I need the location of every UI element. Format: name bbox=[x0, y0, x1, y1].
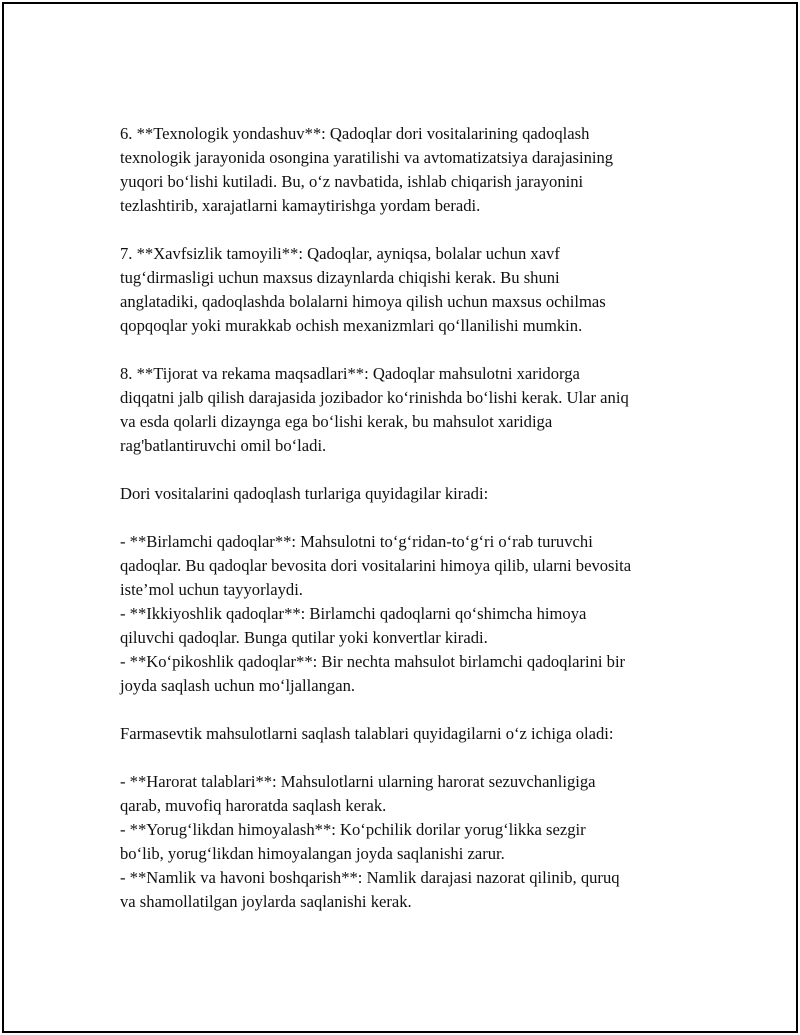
list-item-line: qiluvchi qadoqlar. Bunga qutilar yoki konvertlar kiradi. bbox=[120, 628, 488, 647]
list-item-line: qarab, muvofiq haroratda saqlash kerak. bbox=[120, 796, 387, 815]
text-line: Farmasevtik mahsulotlarni saqlash talablari quyidagilarni o‘z ichiga oladi: bbox=[120, 724, 614, 743]
text-line: 7. **Xavfsizlik tamoyili**: Qadoqlar, ayniqsa, bolalar uchun xavf bbox=[120, 244, 560, 263]
paragraph-gap bbox=[120, 698, 690, 722]
text-line: 8. **Tijorat va rekama maqsadlari**: Qadoqlar mahsulotni xaridorga bbox=[120, 364, 580, 383]
list-item-line: va shamollatilgan joylarda saqlanishi kerak. bbox=[120, 892, 412, 911]
text-line: anglatadiki, qadoqlashda bolalarni himoya qilish uchun maxsus ochilmas bbox=[120, 292, 606, 311]
text-line: rag'batlantiruvchi omil bo‘ladi. bbox=[120, 436, 327, 455]
paragraph-saqlash-talablari-intro bbox=[120, 722, 690, 746]
list-item-line: - **Ko‘pikoshlik qadoqlar**: Bir nechta mahsulot birlamchi qadoqlarini bir bbox=[120, 652, 626, 671]
list-item-line: iste’mol uchun tayyorlaydi. bbox=[120, 580, 303, 599]
text-line: yuqori bo‘lishi kutiladi. Bu, o‘z navbatida, ishlab chiqarish jarayonini bbox=[120, 172, 584, 191]
list-item-line: bo‘lib, yorug‘likdan himoyalangan joyda saqlanishi zarur. bbox=[120, 844, 505, 863]
paragraph-gap bbox=[120, 506, 690, 530]
document-page bbox=[2, 2, 798, 1033]
text-line: tezlashtirib, xarajatlarni kamaytirishga yordam beradi. bbox=[120, 196, 481, 215]
list-qadoqlash-turlari bbox=[120, 530, 690, 698]
list-item-line: - **Ikkiyoshlik qadoqlar**: Birlamchi qadoqlarni qo‘shimcha himoya bbox=[120, 604, 587, 623]
text-line: tug‘dirmasligi uchun maxsus dizaynlarda chiqishi kerak. Bu shuni bbox=[120, 268, 560, 287]
text-line: diqqatni jalb qilish darajasida jozibador ko‘rinishda bo‘lishi kerak. Ular aniq bbox=[120, 388, 629, 407]
paragraph-gap bbox=[120, 338, 690, 362]
document-body bbox=[120, 122, 690, 914]
paragraph-tijorat-va-rekama bbox=[120, 362, 690, 458]
list-item-line: - **Birlamchi qadoqlar**: Mahsulotni to‘g‘ridan-to‘g‘ri o‘rab turuvchi bbox=[120, 532, 593, 551]
paragraph-texnologik-yondashuv bbox=[120, 122, 690, 218]
text-line: texnologik jarayonida osongina yaratilishi va avtomatizatsiya darajasining bbox=[120, 148, 614, 167]
paragraph-gap bbox=[120, 458, 690, 482]
text-line: Dori vositalarini qadoqlash turlariga quyidagilar kiradi: bbox=[120, 484, 489, 503]
text-line: qopqoqlar yoki murakkab ochish mexanizmlari qo‘llanilishi mumkin. bbox=[120, 316, 583, 335]
paragraph-gap bbox=[120, 746, 690, 770]
paragraph-qadoqlash-turlari-intro bbox=[120, 482, 690, 506]
text-line: 6. **Texnologik yondashuv**: Qadoqlar dori vositalarining qadoqlash bbox=[120, 124, 590, 143]
paragraph-gap bbox=[120, 218, 690, 242]
list-item-line: qadoqlar. Bu qadoqlar bevosita dori vositalarini himoya qilib, ularni bevosita bbox=[120, 556, 632, 575]
text-line: va esda qolarli dizaynga ega bo‘lishi kerak, bu mahsulot xaridiga bbox=[120, 412, 553, 431]
list-item-line: - **Namlik va havoni boshqarish**: Namlik darajasi nazorat qilinib, quruq bbox=[120, 868, 620, 887]
list-item-line: - **Yorug‘likdan himoyalash**: Ko‘pchilik dorilar yorug‘likka sezgir bbox=[120, 820, 586, 839]
paragraph-xavfsizlik-tamoyili bbox=[120, 242, 690, 338]
list-item-line: joyda saqlash uchun mo‘ljallangan. bbox=[120, 676, 356, 695]
list-item-line: - **Harorat talablari**: Mahsulotlarni ularning harorat sezuvchanligiga bbox=[120, 772, 596, 791]
list-saqlash-talablari bbox=[120, 770, 690, 914]
